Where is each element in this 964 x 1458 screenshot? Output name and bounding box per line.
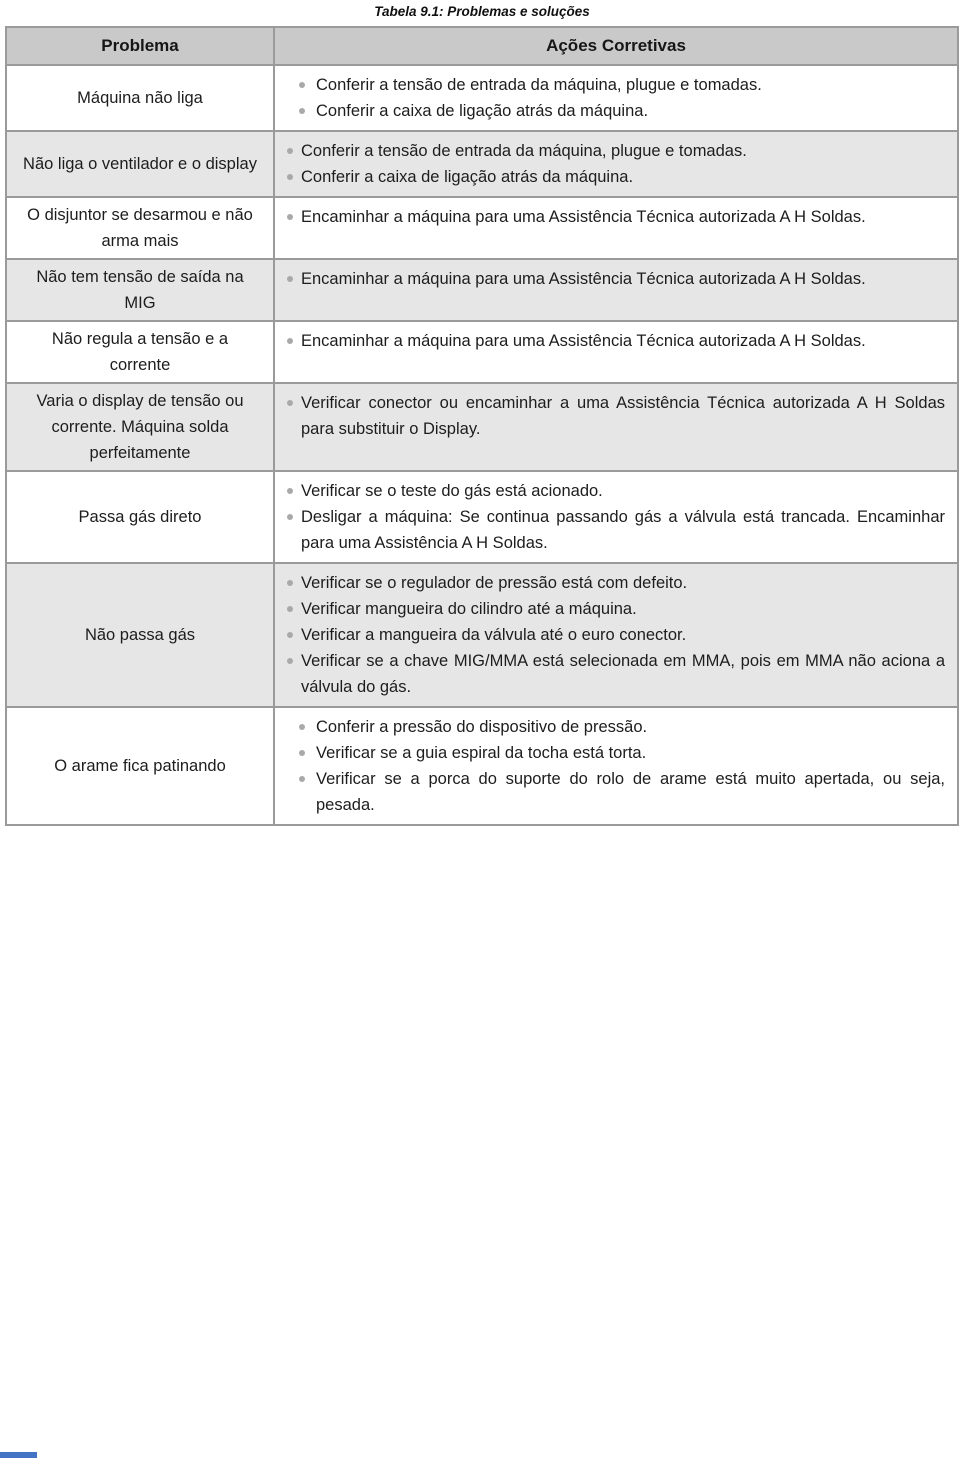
action-bullet: Conferir a caixa de ligação atrás da máquina. (296, 98, 945, 124)
actions-list (285, 138, 945, 190)
action-bullet: Conferir a pressão do dispositivo de pressão. (296, 714, 945, 740)
action-bullet: Verificar se o teste do gás está acionado. (285, 478, 945, 504)
problem-cell: Varia o display de tensão ou corrente. Máquina solda perfeitamente (6, 383, 274, 471)
actions-list (285, 390, 945, 442)
table-header-row (6, 27, 958, 65)
table-row (6, 563, 958, 707)
action-bullet: Encaminhar a máquina para uma Assistência Técnica autorizada A H Soldas. (285, 328, 945, 354)
problem-cell: Passa gás direto (6, 471, 274, 563)
table-row (6, 131, 958, 197)
problem-cell: Não tem tensão de saída na MIG (6, 259, 274, 321)
action-bullet: Verificar se o regulador de pressão está com defeito. (285, 570, 945, 596)
table-row (6, 65, 958, 131)
table-row (6, 707, 958, 825)
troubleshooting-table (5, 26, 959, 826)
actions-cell (274, 197, 958, 259)
action-bullet: Encaminhar a máquina para uma Assistência Técnica autorizada A H Soldas. (285, 204, 945, 230)
problem-cell: Máquina não liga (6, 65, 274, 131)
table-row (6, 321, 958, 383)
problem-cell: Não regula a tensão e a corrente (6, 321, 274, 383)
actions-list (285, 478, 945, 556)
table-row (6, 383, 958, 471)
action-bullet: Encaminhar a máquina para uma Assistência Técnica autorizada A H Soldas. (285, 266, 945, 292)
action-bullet: Conferir a tensão de entrada da máquina, plugue e tomadas. (296, 72, 945, 98)
action-bullet: Conferir a caixa de ligação atrás da máquina. (285, 164, 945, 190)
action-bullet: Verificar se a guia espiral da tocha está torta. (296, 740, 945, 766)
actions-list (285, 328, 945, 354)
problem-cell: Não passa gás (6, 563, 274, 707)
actions-cell (274, 471, 958, 563)
actions-cell (274, 383, 958, 471)
actions-cell (274, 321, 958, 383)
action-bullet: Verificar mangueira do cilindro até a máquina. (285, 596, 945, 622)
actions-list (285, 714, 945, 818)
problem-cell: Não liga o ventilador e o display (6, 131, 274, 197)
table-row (6, 471, 958, 563)
actions-cell (274, 65, 958, 131)
page-edge-marker (0, 1452, 37, 1458)
action-bullet: Verificar se a porca do suporte do rolo de arame está muito apertada, ou seja, pesada. (296, 766, 945, 818)
actions-cell (274, 131, 958, 197)
actions-list (285, 266, 945, 292)
action-bullet: Verificar se a chave MIG/MMA está selecionada em MMA, pois em MMA não aciona a válvula do gás. (285, 648, 945, 700)
actions-list (285, 570, 945, 700)
table-row (6, 197, 958, 259)
column-header-problema: Problema (6, 27, 274, 65)
problem-cell: O disjuntor se desarmou e não arma mais (6, 197, 274, 259)
actions-cell (274, 563, 958, 707)
action-bullet: Verificar a mangueira da válvula até o euro conector. (285, 622, 945, 648)
column-header-acoes-corretivas: Ações Corretivas (274, 27, 958, 65)
actions-list (285, 204, 945, 230)
table-caption: Tabela 9.1: Problemas e soluções (374, 4, 590, 19)
action-bullet: Desligar a máquina: Se continua passando gás a válvula está trancada. Encaminhar para uma Assistência A H Soldas. (285, 504, 945, 556)
table-row (6, 259, 958, 321)
actions-cell (274, 707, 958, 825)
problem-cell: O arame fica patinando (6, 707, 274, 825)
action-bullet: Verificar conector ou encaminhar a uma Assistência Técnica autorizada A H Soldas para substituir o Display. (285, 390, 945, 442)
action-bullet: Conferir a tensão de entrada da máquina, plugue e tomadas. (285, 138, 945, 164)
actions-cell (274, 259, 958, 321)
actions-list (285, 72, 945, 124)
